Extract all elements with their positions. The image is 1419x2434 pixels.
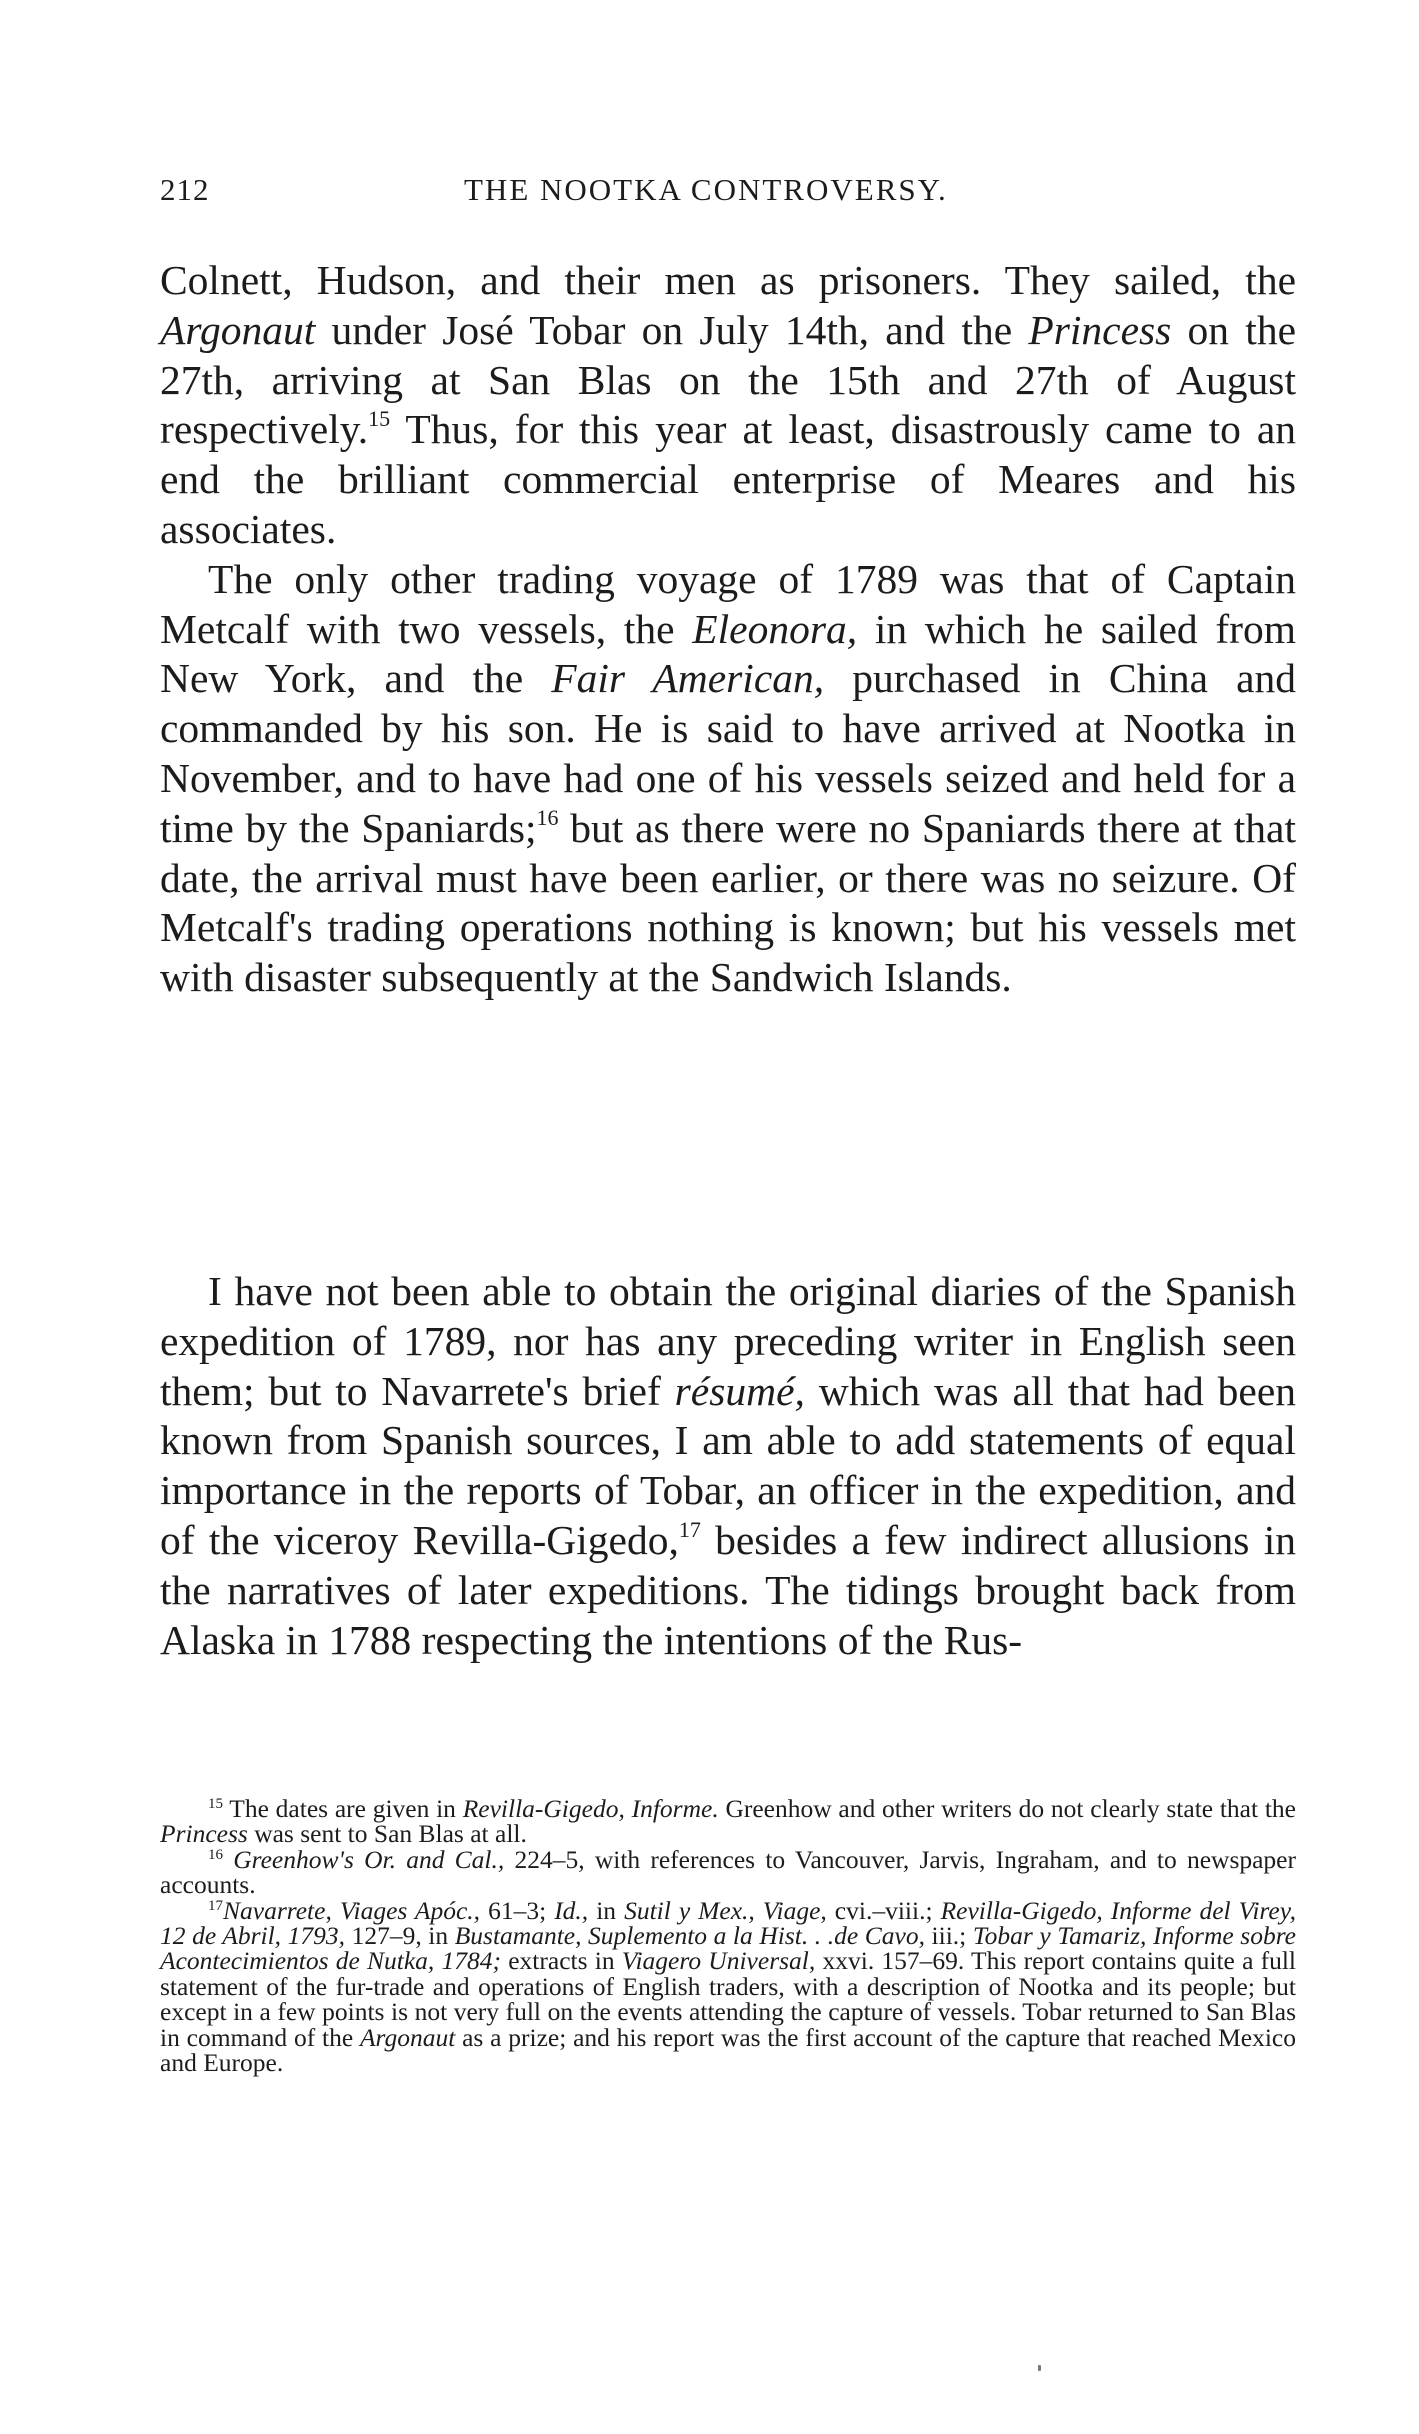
text-run: purchased in China and commanded by his son. He is said to have arrived at Nootka in November, and to have had one of his vessels seized and held for a time by the Spaniards;	[160, 655, 1296, 851]
ship-name-fair-american: Fair American,	[551, 655, 825, 702]
text-run: cvi.–viii.;	[826, 1895, 941, 1925]
text-run: under José Tobar on July 14th, and the	[315, 306, 1029, 353]
ship-name-argonaut: Argonaut	[160, 306, 316, 353]
ship-name-eleonora: Eleonora,	[692, 605, 858, 652]
body-text-block-two	[160, 1267, 1296, 1665]
text-run: 224–5, with references to Vancouver, Jarvis, Ingraham, and to newspaper accounts.	[160, 1844, 1296, 1900]
footnote-15	[160, 1796, 1296, 1847]
running-head	[160, 172, 1296, 216]
text-run: iii.;	[924, 1921, 973, 1951]
footnote-ref-16: 16	[536, 804, 559, 830]
citation: Id.,	[554, 1895, 589, 1925]
citation: Revilla-Gigedo, Informe.	[462, 1794, 719, 1823]
text-run: The only other trading voyage of 1789 was that of Captain Metcalf with two vessels, the	[160, 555, 1296, 652]
text-run: as a prize; and his report was the first account of the capture that reached Mexico and Europe.	[160, 2022, 1296, 2078]
print-speck	[1038, 2365, 1041, 2371]
ship-name-argonaut: Argonaut	[359, 2022, 456, 2052]
footnote-number: 17	[208, 1897, 223, 1914]
text-run: 127–9, in	[345, 1921, 455, 1951]
footnote-17	[160, 1895, 1297, 2078]
text-run: The dates are given in	[223, 1794, 463, 1823]
paragraph-metcalf	[160, 555, 1296, 1003]
citation: Navarrete, Viages Apóc.,	[223, 1895, 481, 1925]
paragraph-spanish-expedition	[160, 1267, 1296, 1665]
text-run: 61–3;	[480, 1895, 555, 1925]
citation: Bustamante, Suplemento a la Hist. . .de Cavo,	[454, 1921, 925, 1951]
text-run: Thus, for this year at least, disastrously came to an end the brilliant commercial enterprise of Meares and his associates.	[160, 406, 1296, 552]
text-run: which was all that had been known from Spanish sources, I am able to add statements of equal importance in the reports of Tobar, an officer in the expedition, and of the viceroy Revilla-Gigedo,	[160, 1367, 1296, 1563]
running-title: THE NOOTKA CONTROVERSY.	[464, 172, 948, 207]
paragraph-colnett	[160, 256, 1296, 555]
footnote-number: 16	[208, 1846, 223, 1863]
text-run: in	[588, 1895, 625, 1925]
text-run: Greenhow and other writers do not clearly state that the	[718, 1794, 1296, 1823]
body-text-block-one	[160, 256, 1296, 1003]
italic-resume: résumé,	[674, 1367, 805, 1414]
footnote-ref-15: 15	[368, 406, 391, 432]
citation: Tobar y Tamariz, Informe sobre Acontecimientos de Nutka, 1784;	[160, 1921, 1296, 1976]
text-run: but as there were no Spaniards there at that date, the arrival must have been earlier, or there was no seizure. Of Metcalf's trading operations nothing is known; but his vessels met with disaster subsequently at the Sandwich Islands.	[160, 804, 1296, 1001]
text-run: xxvi. 157–69. This report contains quite a full statement of the fur-trade and operations of English traders, with a description of Nootka and its people; but except in a few points is not very full on the events attending the capture of vessels. Tobar returned to San Blas in command of the	[160, 1946, 1297, 2052]
citation: Viagero Universal,	[621, 1946, 816, 1976]
footnote-16	[160, 1844, 1296, 1900]
footnote-ref-17: 17	[678, 1516, 701, 1542]
text-run: I have not been able to obtain the original diaries of the Spanish expedition of 1789, nor has any preceding writer in English seen them; but to Navarrete's brief	[160, 1268, 1296, 1414]
ship-name-princess: Princess	[1028, 306, 1172, 353]
text-run: in which he sailed from New York, and the	[160, 605, 1297, 702]
citation: Revilla-Gigedo, Informe del Virey, 12 de Abril, 1793,	[160, 1895, 1296, 1951]
book-page	[160, 0, 1296, 2434]
text-run: Colnett, Hudson, and their men as prisoners. They sailed, the	[160, 257, 1296, 303]
ship-name-princess: Princess	[160, 1819, 248, 1849]
citation: Sutil y Mex., Viage,	[624, 1895, 827, 1925]
page-number: 212	[160, 172, 210, 207]
footnotes	[160, 1794, 1297, 2078]
text-run: besides a few indirect allusions in the narratives of later expeditions. The tidings brought back from Alaska in 1788 respecting the intentions of the Rus-	[160, 1516, 1296, 1663]
text-run: extracts in	[501, 1946, 622, 1976]
text-run: was sent to San Blas at all.	[247, 1819, 527, 1849]
footnote-number: 15	[208, 1796, 223, 1812]
text-run: on the 27th, arriving at San Blas on the 15th and 27th of August respectively.	[160, 306, 1296, 453]
citation: Greenhow's Or. and Cal.,	[233, 1844, 505, 1874]
